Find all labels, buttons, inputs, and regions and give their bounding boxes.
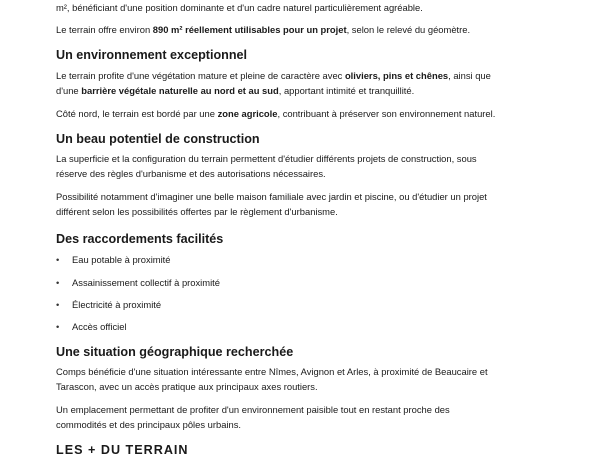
section-title-construction: Un beau potentiel de construction <box>56 132 260 146</box>
location-paragraph-1: Comps bénéficie d'une situation intéressante entre Nîmes, Avignon et Arles, à proximité de Beaucaire et Tarascon, avec un accès pratique aux principaux axes routiers. <box>56 366 488 392</box>
section-title-location: Une situation géographique recherchée <box>56 345 294 359</box>
list-item: • Accès officiel <box>56 321 127 332</box>
agricultural-zone-paragraph: Côté nord, le terrain est bordé par une zone agricole, contribuant à préserver son environnement naturel. <box>56 108 496 119</box>
usable-area-paragraph: Le terrain offre environ 890 m² réellement utilisables pour un projet, selon le relevé du géomètre. <box>56 24 471 35</box>
location-paragraph-2: Un emplacement permettant de profiter d'un environnement paisible tout en restant proche des commodités et des principaux pôles urbains. <box>56 404 450 430</box>
list-item: • Électricité à proximité <box>56 299 162 310</box>
list-item: • Eau potable à proximité <box>56 254 171 265</box>
section-title-connections: Des raccordements facilités <box>56 232 224 246</box>
vegetation-paragraph: Le terrain profite d'une végétation mature et pleine de caractère avec oliviers, pins et chênes, ainsi que d'une barrière végétale naturelle au nord et au sud, apportant intimité et tranquillité. <box>56 70 491 96</box>
section-title-environment: Un environnement exceptionnel <box>56 48 248 62</box>
list-item: • Assainissement collectif à proximité <box>56 277 220 288</box>
construction-paragraph-2: Possibilité notamment d'imaginer une belle maison familiale avec jardin et piscine, ou d'étudier un projet différent selon les possibilités offertes par le règlement d'urbanisme. <box>56 191 487 217</box>
section-title-advantages: LES + DU TERRAIN <box>56 443 189 457</box>
construction-paragraph-1: La superficie et la configuration du terrain permettent d'étudier différents projets de construction, sous réserve des règles d'urbanisme et des autorisations nécessaires. <box>56 153 477 179</box>
intro-line: m², bénéficiant d'une position dominante et d'un cadre naturel particulièrement agréable. <box>56 2 423 13</box>
